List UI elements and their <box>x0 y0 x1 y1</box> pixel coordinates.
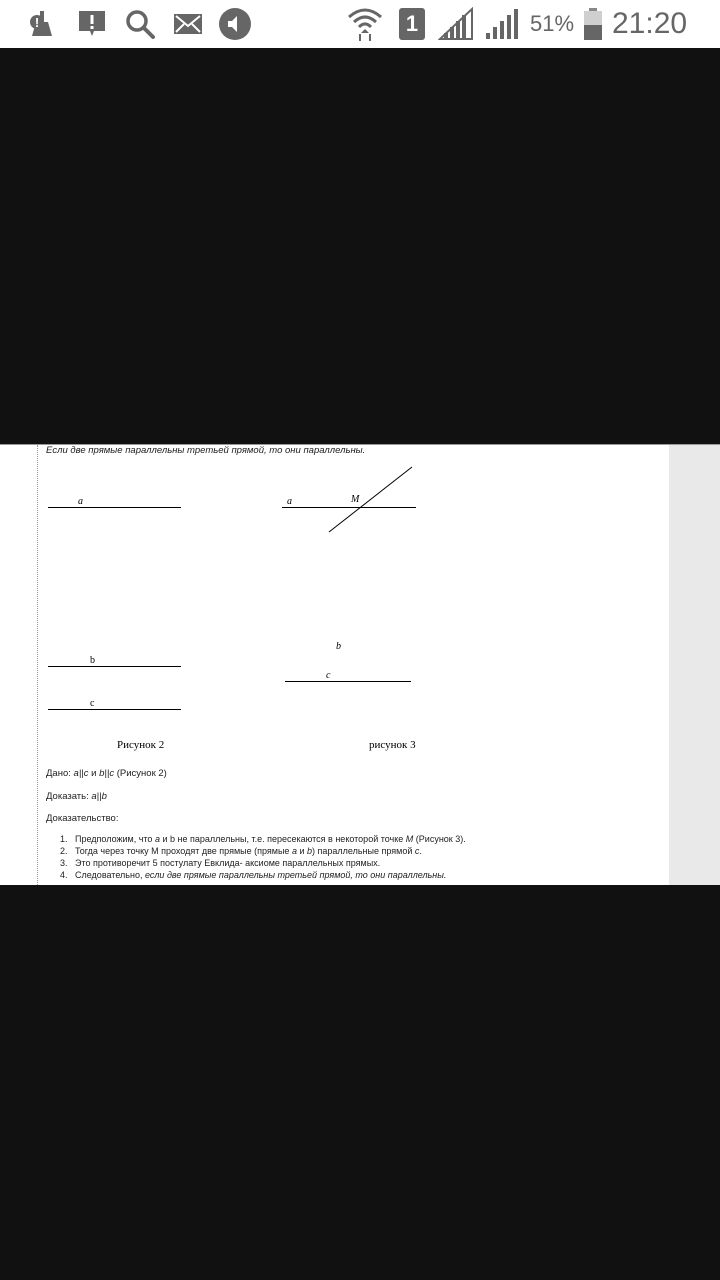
fig3-line-c <box>285 681 411 682</box>
given-line <box>46 768 167 779</box>
prove-line <box>46 791 107 802</box>
fig3-label-c: c <box>326 670 331 681</box>
alert-icon <box>74 0 110 48</box>
proof-step <box>60 834 466 844</box>
proof-step-text: Следовательно, <box>75 870 145 880</box>
document-page[interactable] <box>0 444 720 885</box>
mail-icon <box>170 0 206 48</box>
battery-percent: 51% <box>529 11 575 36</box>
wifi-icon <box>344 0 386 48</box>
proof-step-text: Тогда через точку M проходят две прямые (прямые <box>75 846 292 856</box>
given-expr-1: a||c <box>73 768 89 779</box>
fig3-label-m: M <box>351 494 360 505</box>
proof-step-var: M <box>405 834 414 844</box>
fig2-caption: Рисунок 2 <box>117 739 165 751</box>
page-gutter <box>669 445 720 885</box>
sim1-icon <box>396 0 428 48</box>
proof-step-var: a <box>291 846 297 856</box>
given-label: Дано: <box>46 768 74 779</box>
proof-step-number: 4. <box>60 870 68 880</box>
proof-step-text: (Рисунок 3). <box>413 834 466 844</box>
proof-step-var: a <box>154 834 160 844</box>
proof-step-text: ) параллельные прямой <box>312 846 415 856</box>
proof-step-text: и b не параллельны, т.е. пересекаются в некоторой точке <box>159 834 406 844</box>
svg-text:!: ! <box>34 15 40 30</box>
proof-step-conclusion: если две прямые параллельны третьей прямой, то они параллельны. <box>144 870 447 880</box>
proof-step-text: Это противоречит 5 постулату Евклида- аксиоме параллельных прямых. <box>75 858 381 868</box>
fig2-label-c: c <box>90 698 95 709</box>
fig2-label-b: b <box>90 655 95 666</box>
fig2-label-a: a <box>78 496 83 507</box>
proof-step-text: . <box>419 846 422 856</box>
proof-step <box>60 870 446 880</box>
signal-icon <box>437 0 475 48</box>
fig3-label-b: b <box>336 641 341 652</box>
search-icon <box>122 0 158 48</box>
fig3-line-b-slanted <box>320 463 420 537</box>
signal-icon-2 <box>482 0 520 48</box>
page-margin-line <box>37 445 38 885</box>
proof-step <box>60 858 380 868</box>
proof-step-text: и <box>296 846 307 856</box>
proof-step-number: 3. <box>60 858 68 868</box>
given-and: и <box>88 768 100 779</box>
proof-step-text: Предположим, что <box>75 834 155 844</box>
cleaner-icon <box>24 0 60 48</box>
theorem-statement: Если две прямые параллельны третьей прямой, то они параллельны. <box>46 445 366 456</box>
given-ref: (Рисунок 2) <box>114 768 167 779</box>
proof-title: Доказательство: <box>46 813 119 824</box>
proof-step-number: 1. <box>60 834 68 844</box>
fig3-label-a: a <box>287 496 292 507</box>
clock: 21:20 <box>612 7 688 40</box>
fig2-line-a <box>48 507 181 508</box>
battery-icon <box>580 0 606 48</box>
mute-icon <box>216 0 254 48</box>
fig2-line-b <box>48 666 181 667</box>
prove-label: Доказать: <box>46 791 92 802</box>
fig3-caption: рисунок 3 <box>369 739 416 751</box>
proof-step-var: b <box>306 846 312 856</box>
prove-expr: a||b <box>91 791 107 802</box>
status-bar <box>0 0 720 48</box>
sim-number: 1 <box>405 11 419 36</box>
proof-step-var: c <box>414 846 420 856</box>
proof-step <box>60 846 422 856</box>
given-expr-2: b||c <box>99 768 115 779</box>
proof-step-number: 2. <box>60 846 68 856</box>
fig2-line-c <box>48 709 181 710</box>
